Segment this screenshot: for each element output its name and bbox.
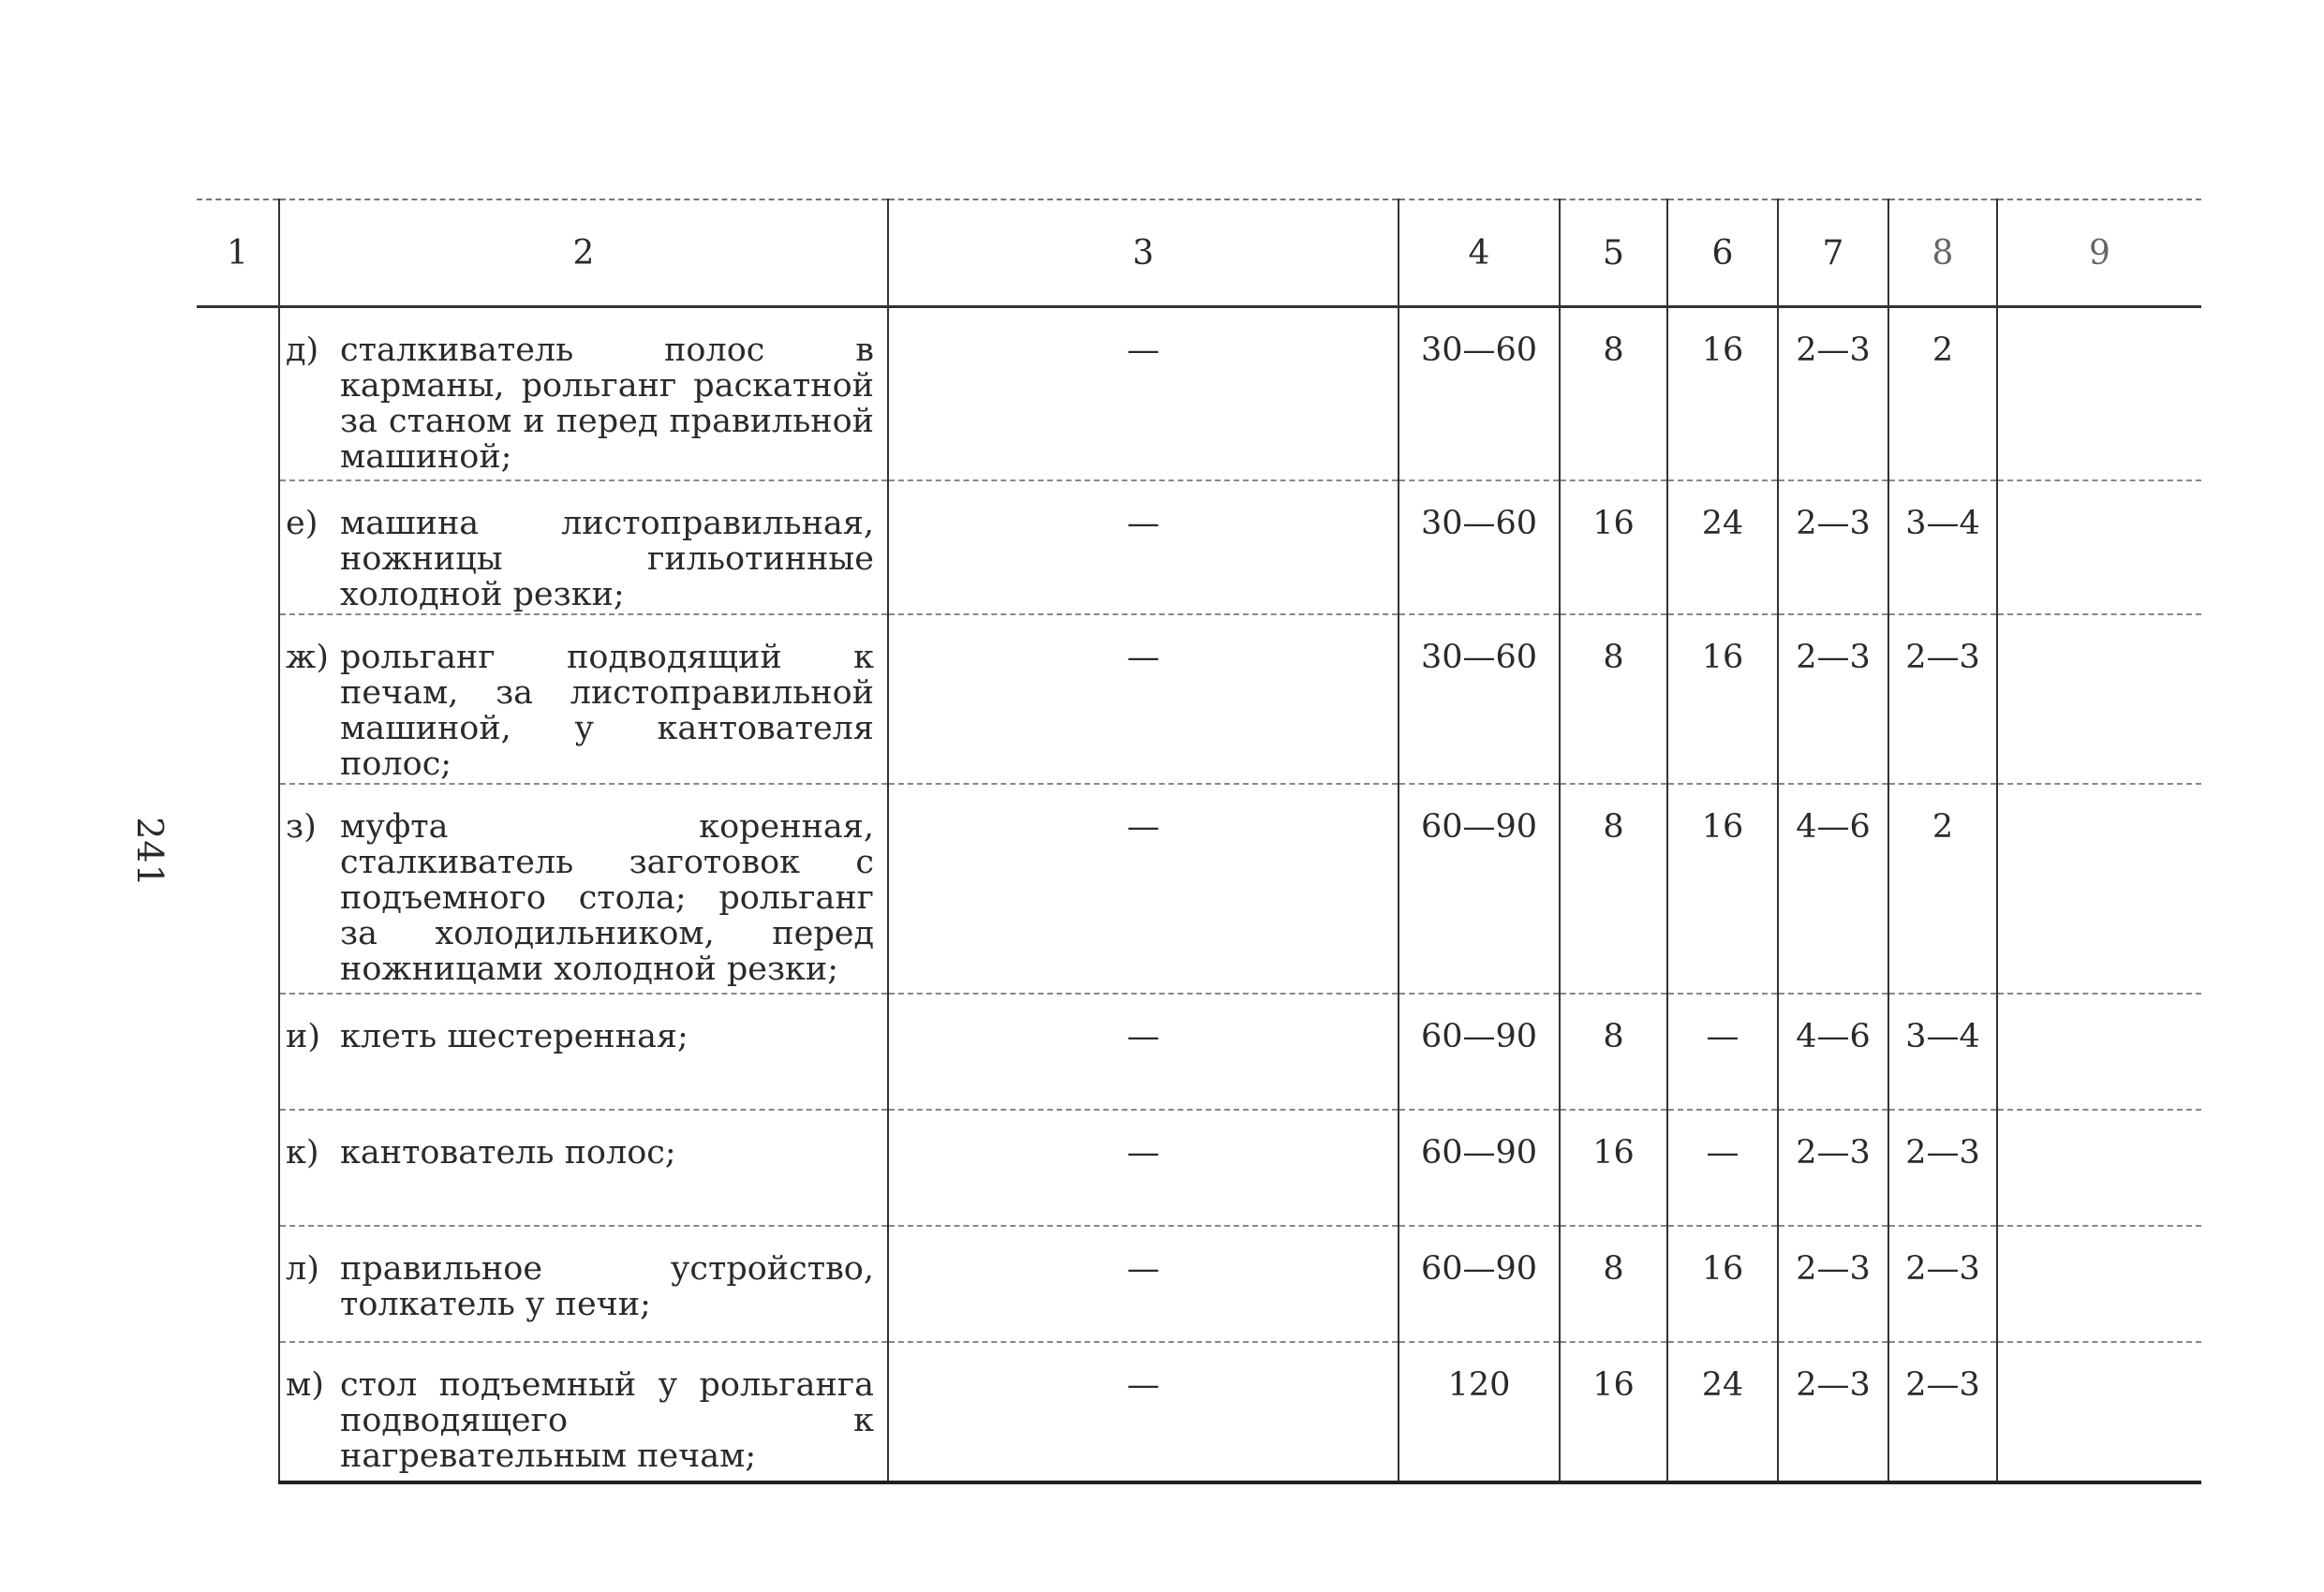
col5-cell: 8: [1560, 614, 1667, 784]
col4-cell: 60—90: [1399, 1110, 1560, 1226]
item-letter: и): [286, 1018, 320, 1055]
col7-cell: 2—3: [1778, 480, 1888, 614]
col8-cell: 2—3: [1888, 614, 1997, 784]
col6-cell: 16: [1667, 307, 1778, 481]
col9-cell: [1997, 994, 2201, 1110]
col8-cell: 3—4: [1888, 480, 1997, 614]
col5-cell: 8: [1560, 1226, 1667, 1342]
col3-cell: —: [888, 1110, 1399, 1226]
item-letter: ж): [286, 639, 329, 676]
col6-cell: 24: [1667, 480, 1778, 614]
col9-cell: [1997, 784, 2201, 994]
table-body: [197, 307, 2201, 1483]
row-number-cell: [197, 307, 279, 1483]
col8-cell: 2—3: [1888, 1110, 1997, 1226]
description-cell: [279, 307, 888, 481]
table-header: [197, 199, 2201, 307]
description-cell: [279, 480, 888, 614]
col3-cell: —: [888, 1226, 1399, 1342]
col4-cell: 60—90: [1399, 994, 1560, 1110]
col4-cell: 30—60: [1399, 480, 1560, 614]
col4-cell: 60—90: [1399, 1226, 1560, 1342]
header-col-4: 4: [1399, 199, 1560, 307]
col5-cell: 8: [1560, 994, 1667, 1110]
col8-cell: 2: [1888, 784, 1997, 994]
col8-cell: 2—3: [1888, 1226, 1997, 1342]
col8-cell: 3—4: [1888, 994, 1997, 1110]
item-description: правильное устройство, толкатель у печи;: [340, 1250, 874, 1323]
item-letter: д): [286, 332, 319, 369]
col5-cell: 8: [1560, 784, 1667, 994]
table-row: [197, 1110, 2201, 1226]
col5-cell: 16: [1560, 1342, 1667, 1482]
table-row: [197, 1226, 2201, 1342]
item-description: стол подъемный у рольганга подводящего к нагревательным печам;: [340, 1366, 874, 1475]
col3-cell: —: [888, 1342, 1399, 1482]
col3-cell: —: [888, 307, 1399, 481]
col8-cell: 2: [1888, 307, 1997, 481]
table-row: [197, 1342, 2201, 1482]
col4-cell: 60—90: [1399, 784, 1560, 994]
col3-cell: —: [888, 784, 1399, 994]
col9-cell: [1997, 1342, 2201, 1482]
item-letter: л): [286, 1250, 319, 1288]
description-cell: [279, 784, 888, 994]
description-cell: [279, 994, 888, 1110]
col6-cell: 16: [1667, 784, 1778, 994]
description-cell: [279, 1226, 888, 1342]
description-cell: [279, 1342, 888, 1482]
equipment-table: [197, 199, 2201, 1484]
item-description: кантователь полос;: [340, 1134, 676, 1172]
header-col-7: 7: [1778, 199, 1888, 307]
header-col-8: 8: [1888, 199, 1997, 307]
page-number: 241: [128, 817, 170, 888]
item-description: клеть шестеренная;: [340, 1018, 688, 1055]
header-col-5: 5: [1560, 199, 1667, 307]
col5-cell: 16: [1560, 1110, 1667, 1226]
col5-cell: 8: [1560, 307, 1667, 481]
table-row: [197, 994, 2201, 1110]
col9-cell: [1997, 307, 2201, 481]
col3-cell: —: [888, 994, 1399, 1110]
table-row: [197, 614, 2201, 784]
table-row: [197, 480, 2201, 614]
item-description: машина листоправильная, ножницы гильотинные холодной резки;: [340, 505, 874, 613]
col7-cell: 2—3: [1778, 1110, 1888, 1226]
col3-cell: —: [888, 480, 1399, 614]
header-row: [197, 199, 2201, 307]
header-col-1: 1: [197, 199, 279, 307]
item-description: рольганг подводящий к печам, за листоправильной машиной, у кантователя полос;: [340, 639, 874, 783]
col4-cell: 120: [1399, 1342, 1560, 1482]
col6-cell: —: [1667, 994, 1778, 1110]
table-row: [197, 784, 2201, 994]
item-letter: з): [286, 808, 317, 846]
item-letter: к): [286, 1134, 319, 1172]
col9-cell: [1997, 480, 2201, 614]
col7-cell: 4—6: [1778, 784, 1888, 994]
col3-cell: —: [888, 614, 1399, 784]
header-col-9: 9: [1997, 199, 2201, 307]
col7-cell: 2—3: [1778, 1342, 1888, 1482]
item-description: муфта коренная, сталкиватель заготовок с подъемного стола; рольганг за холодильником, перед ножницами холодной резки;: [340, 808, 874, 988]
col4-cell: 30—60: [1399, 614, 1560, 784]
col7-cell: 4—6: [1778, 994, 1888, 1110]
col7-cell: 2—3: [1778, 1226, 1888, 1342]
header-col-6: 6: [1667, 199, 1778, 307]
item-description: сталкиватель полос в карманы, рольганг раскатной за станом и перед правильной машиной;: [340, 332, 874, 476]
item-letter: м): [286, 1366, 324, 1404]
col7-cell: 2—3: [1778, 614, 1888, 784]
col6-cell: 24: [1667, 1342, 1778, 1482]
col9-cell: [1997, 1110, 2201, 1226]
description-cell: [279, 1110, 888, 1226]
header-col-3: 3: [888, 199, 1399, 307]
col5-cell: 16: [1560, 480, 1667, 614]
col8-cell: 2—3: [1888, 1342, 1997, 1482]
item-letter: е): [286, 505, 318, 542]
table-row: [197, 307, 2201, 481]
col4-cell: 30—60: [1399, 307, 1560, 481]
col9-cell: [1997, 614, 2201, 784]
col7-cell: 2—3: [1778, 307, 1888, 481]
col6-cell: 16: [1667, 614, 1778, 784]
col6-cell: —: [1667, 1110, 1778, 1226]
header-col-2: 2: [279, 199, 888, 307]
col6-cell: 16: [1667, 1226, 1778, 1342]
col9-cell: [1997, 1226, 2201, 1342]
description-cell: [279, 614, 888, 784]
